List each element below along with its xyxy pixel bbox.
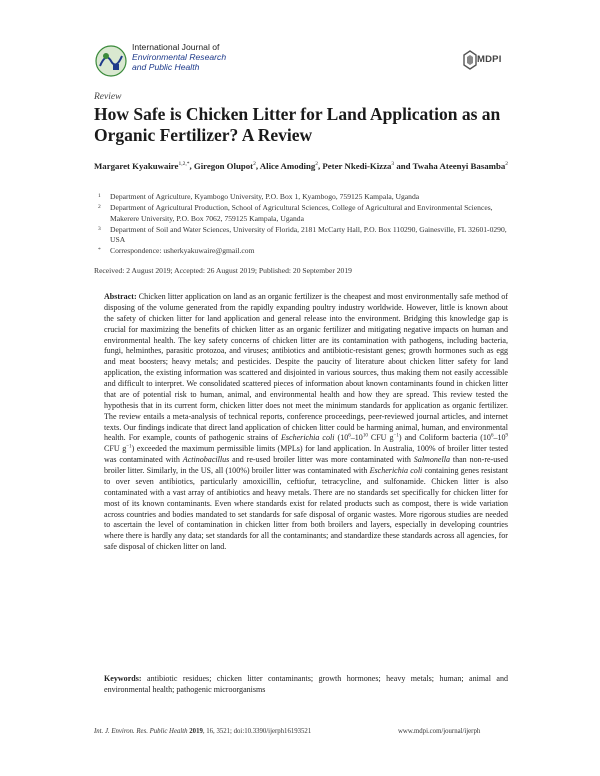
author-name: Twaha Ateenyi Basamba <box>412 160 506 171</box>
publication-dates: Received: 2 August 2019; Accepted: 26 August 2019; Published: 20 September 2019 <box>94 266 352 275</box>
abstract-text: ) and Coliform bacteria (10 <box>398 433 491 443</box>
keywords-label: Keywords: <box>104 674 142 683</box>
footer-doi: , 16, 3521; doi:10.3390/ijerph16193521 <box>202 728 312 735</box>
correspondence-text: Correspondence: usherkyakuwaire@gmail.com <box>110 246 255 256</box>
footer-url[interactable]: www.mdpi.com/journal/ijerph <box>398 728 481 735</box>
author-list <box>94 158 514 172</box>
footer-journal-abbrev: Int. J. Environ. Res. Public Health <box>94 728 188 735</box>
abstract-text: than non-re-used broiler litter. Similarly, in the US, all (100%) broiler litter was contaminated with <box>104 455 509 475</box>
journal-name-line3: and Public Health <box>132 62 200 72</box>
abstract-text: CFU g <box>367 433 394 443</box>
abstract-exponent: 6 <box>348 433 351 439</box>
author-separator: , <box>318 160 323 171</box>
abstract-species-name: Escherichia coli <box>280 433 335 443</box>
abstract <box>104 292 508 553</box>
affiliation-item <box>94 203 514 224</box>
abstract-exponent: 6 <box>490 433 494 439</box>
abstract-text: –10 <box>493 433 506 443</box>
article-type: Review <box>94 92 122 102</box>
publisher-logo <box>463 48 507 72</box>
abstract-label: Abstract: <box>104 292 137 301</box>
correspondence-marker: * <box>98 247 101 254</box>
author-affil-ref: 2 <box>253 161 256 167</box>
affiliation-item <box>94 192 514 203</box>
author-affil-ref: 3 <box>391 161 395 167</box>
affiliation-list <box>94 192 514 258</box>
author-affil-ref: 2 <box>315 161 318 167</box>
keywords <box>104 673 508 695</box>
affiliation-text: Department of Agricultural Production, School of Agricultural Sciences, College of Agricultural and Environmental Sciences, Makerere University, P.O. Box 7062, 759125 Kampala, Uganda <box>110 203 493 223</box>
correspondence-item <box>94 246 514 257</box>
abstract-species-name: Salmonella <box>413 455 450 465</box>
abstract-exponent: −1 <box>126 444 132 450</box>
abstract-exponent: 9 <box>505 433 509 439</box>
publisher-name: MDPI <box>477 54 502 65</box>
abstract-text: containing genes resistant to over seven antibiotics, particularly amoxicillin, ceftiofur, tetracycline, and sulfonamide. Chicken litter is also contaminated with a vast array of antibiotics and heavy metals. There are no standards set specifically for chicken litter for most of its known contaminants. Even where standards exist for related products such as compost, there is wide variation across countries and bodies mandated to set standards for safe disposal of organic wastes. More rigorous studies are needed to ascertain the level of contamination in chicken litter from both broilers and layers, especially in developing countries where there is hardly any data; set standards for all the contaminants; and standardize these standards across all agencies, for safe disposal of chicken litter on land. <box>104 466 508 552</box>
footer-citation <box>94 728 311 735</box>
author-separator: , <box>189 160 194 171</box>
abstract-text: and re-used broiler litter was more contaminated with <box>229 455 414 465</box>
article-title: How Safe is Chicken Litter for Land Application as an Organic Fertilizer? A Review <box>94 104 501 145</box>
journal-name-line2: Environmental Research <box>132 52 227 62</box>
affiliation-number: 1 <box>98 193 101 199</box>
abstract-species-name: Escherichia coli <box>369 466 423 475</box>
author-affil-ref: 1,2,* <box>178 161 190 167</box>
keywords-text: antibiotic residues; chicken litter contaminants; growth hormones; heavy metals; human; animal and environmental health; pathogenic microorganisms <box>104 674 508 694</box>
abstract-text: –10 <box>350 433 363 443</box>
affiliation-number: 2 <box>98 204 101 211</box>
author-affil-ref: 2 <box>505 161 509 167</box>
affiliation-item <box>94 225 514 246</box>
author-separator: and <box>394 160 413 171</box>
journal-logo <box>94 42 234 82</box>
abstract-text: CFU g <box>104 444 127 454</box>
abstract-exponent: −1 <box>393 433 399 439</box>
abstract-exponent: 10 <box>362 433 368 439</box>
author-name: Peter Nkedi-Kizza <box>322 160 392 171</box>
author-separator: , <box>255 160 260 171</box>
affiliation-number: 3 <box>98 225 101 232</box>
affiliation-text: Department of Soil and Water Sciences, University of Florida, 2181 McCarty Hall, P.O. Box 110290, Gainesville, FL 32601-0290, USA <box>110 224 507 245</box>
mdpi-emblem-icon <box>463 50 477 70</box>
affiliation-text: Department of Agriculture, Kyambogo University, P.O. Box 1, Kyambogo, 759125 Kampala, Uganda <box>110 192 420 201</box>
author-name: Margaret Kyakuwaire <box>94 160 179 171</box>
journal-name-line1: International Journal of <box>132 42 220 52</box>
abstract-text: Chicken litter application on land as an organic fertilizer is the cheapest and most environmentally safe method of disposing of the volume generated from the rapidly expanding poultry industry worldwide. However, little is known about the safety of chicken litter for land application and general release into the environment. Bridging this knowledge gap is crucial for maximizing the benefits of chicken litter as an organic fertilizer and mitigating negative impacts on human and environmental health. The key safety concerns of chicken litter are its contamination with pathogens, including bacteria, fungi, helminthes, parasitic protozoa, and viruses; antibiotics and antibiotic-resistant genes; growth hormones such as egg and meat boosters; heavy metals; and pesticides. Despite the paucity of literature about chicken litter safety for land application, the existing information was scattered and disjointed in various sources, thus making them not easily accessible and difficult to interpret. We consolidated scattered pieces of information about known contaminants found in chicken litter that are of potential risk to human, animal, and environmental health and how they are spread. This review tested the hypothesis that in its current form, chicken litter does not meet the minimum standards for application as organic fertilizer. The review entails a meta-analysis of technical reports, conference proceedings, peer-reviewed journal articles, and internet texts. Our findings indicate that direct land application of chicken litter could be harming animal, human, and environmental health. For example, counts of pathogenic strains of <box>104 292 508 443</box>
abstract-text: ) exceeded the maximum permissible limits (MPLs) for land application. In Australia, 100% of broiler litter tested was contaminated with <box>104 444 508 465</box>
author-name: Giregon Olupot <box>193 160 254 171</box>
abstract-text: (10 <box>334 433 349 443</box>
author-name: Alice Amoding <box>259 160 316 171</box>
abstract-species-name: Actinobacillus <box>182 455 230 465</box>
journal-name <box>132 42 226 72</box>
journal-emblem-icon <box>94 44 128 78</box>
footer-year: 2019 <box>189 728 203 735</box>
